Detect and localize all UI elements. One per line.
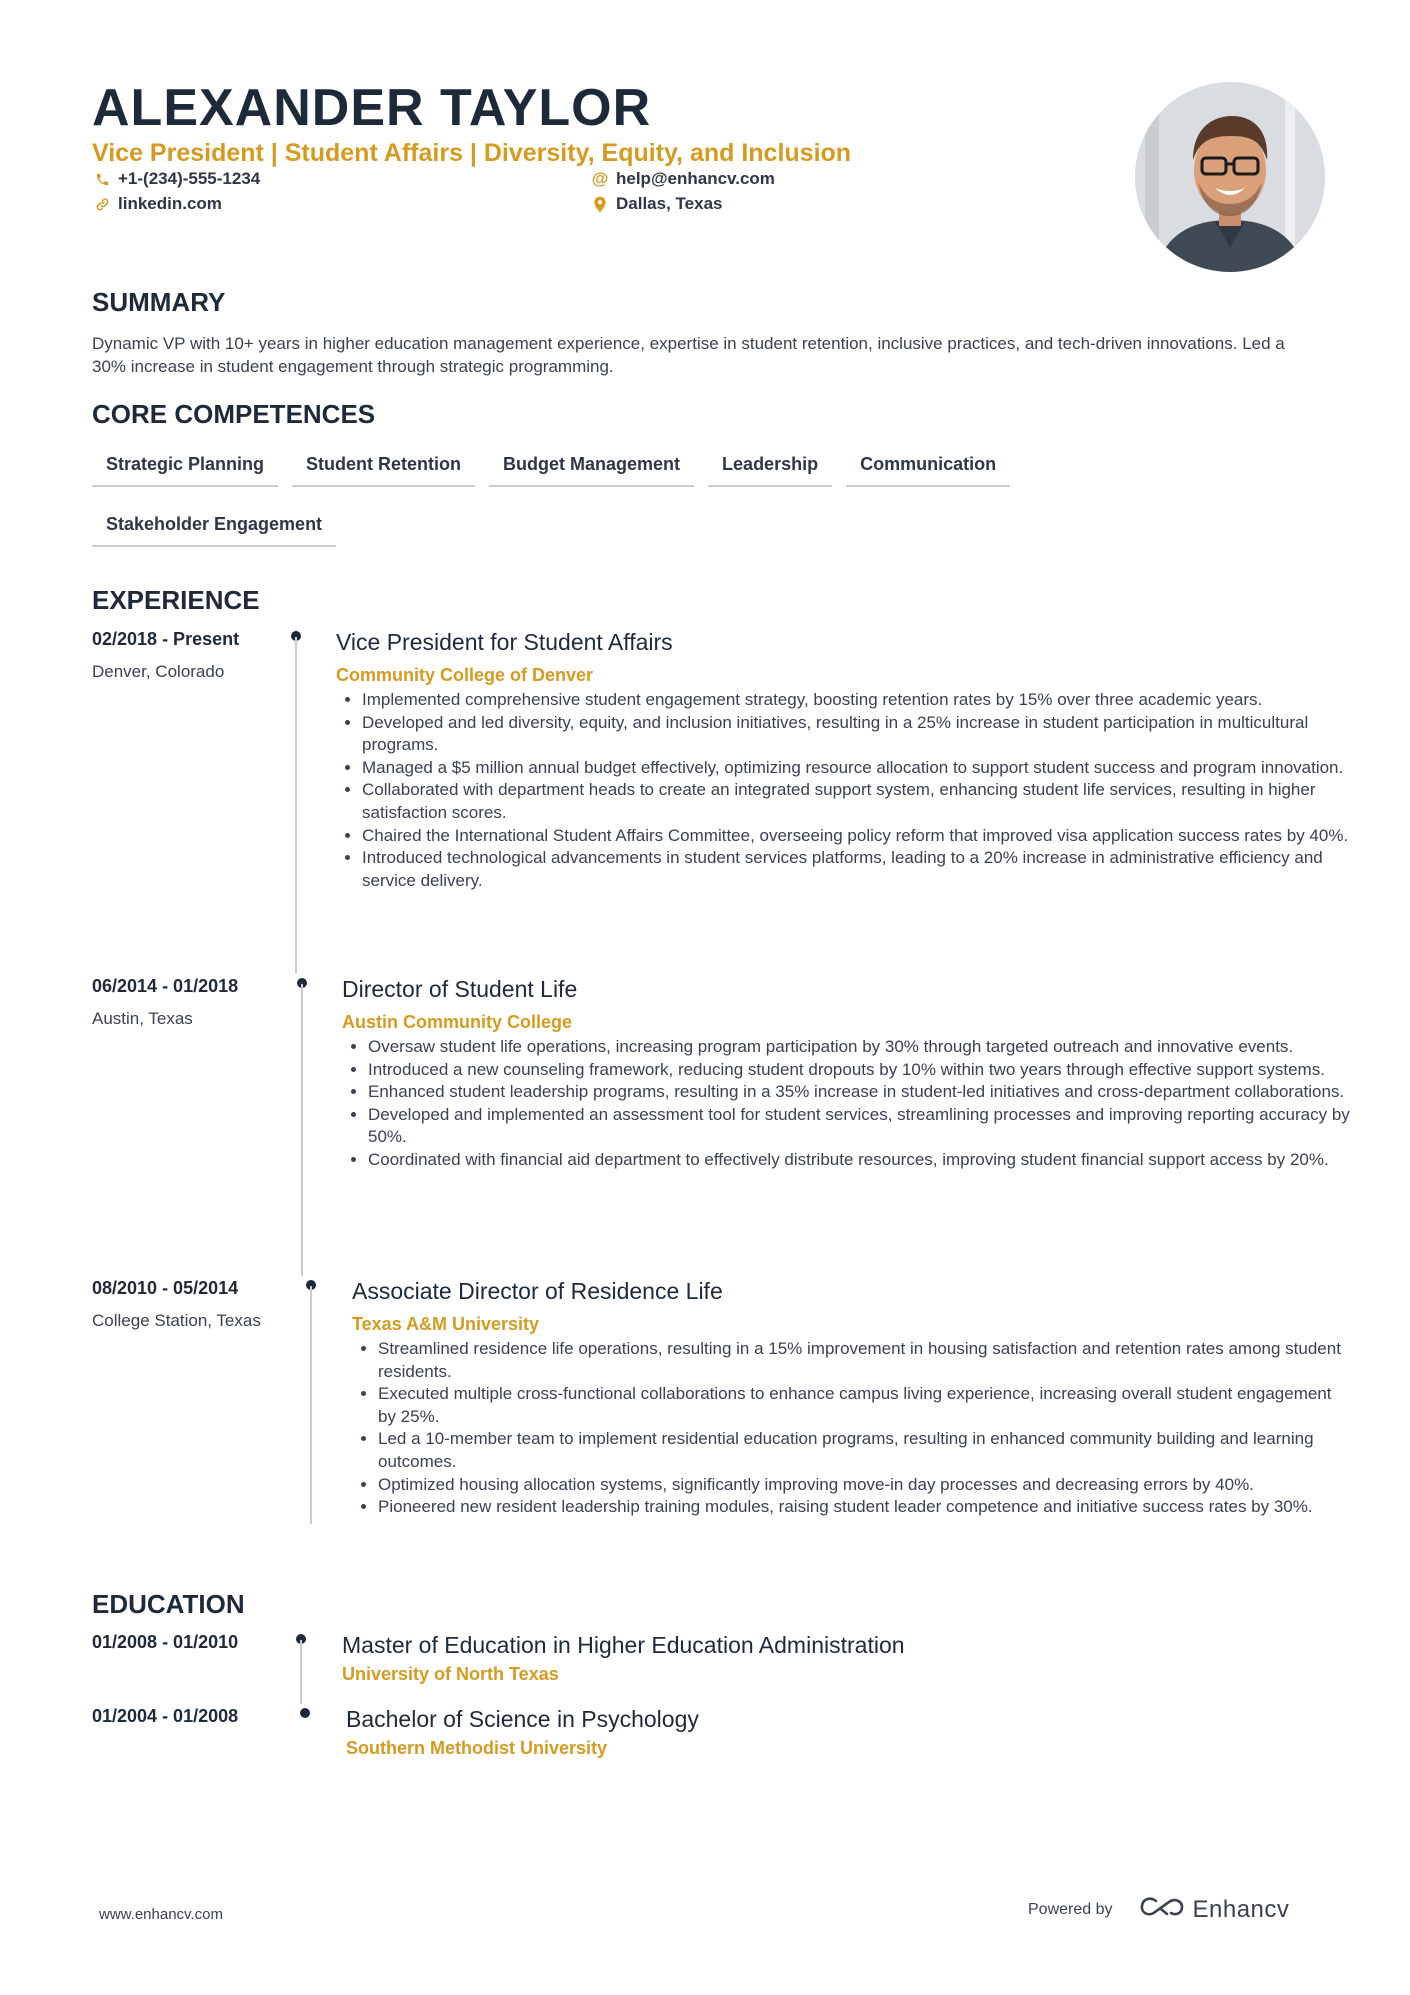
school-name: University of North Texas	[342, 1664, 559, 1684]
timeline-dot	[300, 1708, 310, 1718]
timeline-line	[301, 984, 303, 1276]
bullet: • Implemented comprehensive student engagement strategy, boosting retention rates by 15% over three academic years.	[362, 689, 1352, 712]
bullet: • Streamlined residence life operations, resulting in a 15% improvement in housing satisfaction and retention rates among student residents.	[378, 1338, 1352, 1383]
location-text: Dallas, Texas	[616, 194, 723, 213]
experience-location: Austin, Texas	[92, 1009, 193, 1028]
timeline-line	[295, 637, 297, 973]
job-title: Director of Student Life	[342, 976, 578, 1002]
competences-heading: CORE COMPETENCES	[92, 399, 376, 429]
bullet: • Chaired the International Student Affairs Committee, overseeing policy reform that improved visa application success rates by 40%.	[362, 825, 1352, 848]
bullet: • Coordinated with financial aid department to effectively distribute resources, improving student financial support access by 20%.	[368, 1149, 1352, 1172]
competence-tag: Budget Management	[489, 447, 694, 487]
brand-name: Enhancv	[1192, 1895, 1290, 1923]
timeline-line	[300, 1640, 302, 1704]
link-icon	[92, 197, 112, 212]
bullet: • Developed and implemented an assessment tool for student services, streamlining processes and improving reporting accuracy by 50%.	[368, 1104, 1352, 1149]
bullet: • Led a 10-member team to implement residential education programs, resulting in enhanced community building and learning outcomes.	[378, 1428, 1352, 1473]
competence-tag: Stakeholder Engagement	[92, 507, 336, 547]
at-icon: @	[591, 169, 609, 188]
bullet: • Oversaw student life operations, increasing program participation by 30% through targeted outreach and innovative events.	[368, 1036, 1352, 1059]
bullet: • Managed a $5 million annual budget effectively, optimizing resource allocation to support student success and program innovation.	[362, 757, 1352, 780]
footer-brand	[1028, 1895, 1289, 1924]
experience-date: 06/2014 - 01/2018	[92, 976, 239, 996]
bullet: • Introduced a new counseling framework, reducing student dropouts by 10% within two years through effective support systems.	[368, 1059, 1352, 1082]
experience-bullets	[352, 1338, 1352, 1519]
contact-location	[590, 192, 722, 216]
bullet: • Enhanced student leadership programs, resulting in a 35% increase in student-led initiatives and cross-department collaborations.	[368, 1081, 1352, 1104]
degree-title: Master of Education in Higher Education Administration	[342, 1632, 905, 1658]
contact-email	[590, 167, 775, 191]
competence-tags	[92, 447, 1142, 547]
experience-date: 08/2010 - 05/2014	[92, 1278, 239, 1298]
organization: Texas A&M University	[352, 1314, 540, 1334]
bullet: • Collaborated with department heads to create an integrated support system, enhancing student life services, resulting in higher satisfaction scores.	[362, 779, 1352, 824]
organization: Community College of Denver	[336, 665, 594, 685]
summary-text: Dynamic VP with 10+ years in higher education management experience, expertise in student retention, inclusive practices, and tech-driven innovations. Led a 30% increase in student engagement through strategic programming.	[92, 334, 1285, 376]
phone-icon	[92, 172, 112, 187]
powered-by-text: Powered by	[1028, 1900, 1113, 1918]
candidate-name: ALEXANDER TAYLOR	[92, 79, 652, 137]
organization: Austin Community College	[342, 1012, 573, 1032]
education-heading: EDUCATION	[92, 1589, 245, 1619]
experience-bullets	[342, 1036, 1352, 1172]
experience-heading: EXPERIENCE	[92, 585, 260, 615]
bullet: • Introduced technological advancements in student services platforms, leading to a 20% increase in administrative efficiency and service delivery.	[362, 847, 1352, 892]
experience-location: Denver, Colorado	[92, 662, 225, 681]
job-title: Associate Director of Residence Life	[352, 1278, 723, 1304]
email-text[interactable]: help@enhancv.com	[616, 169, 775, 188]
job-title: Vice President for Student Affairs	[336, 629, 673, 655]
experience-bullets	[336, 689, 1352, 892]
linkedin-text[interactable]: linkedin.com	[118, 194, 222, 213]
phone-text[interactable]: +1-(234)-555-1234	[118, 169, 261, 188]
education-date: 01/2008 - 01/2010	[92, 1632, 239, 1652]
contact-phone	[92, 167, 260, 191]
degree-title: Bachelor of Science in Psychology	[346, 1706, 699, 1732]
competence-tag: Communication	[846, 447, 1010, 487]
bullet: • Optimized housing allocation systems, significantly improving move-in day processes and decreasing errors by 40%.	[378, 1474, 1352, 1497]
headline: Vice President | Student Affairs | Diversity, Equity, and Inclusion	[92, 139, 852, 167]
experience-date: 02/2018 - Present	[92, 629, 240, 649]
competence-tag: Strategic Planning	[92, 447, 278, 487]
education-date: 01/2004 - 01/2008	[92, 1706, 239, 1726]
competence-tag: Student Retention	[292, 447, 475, 487]
enhancv-logo-icon	[1139, 1895, 1185, 1924]
bullet: • Pioneered new resident leadership training modules, raising student leader competence and initiative success rates by 30%.	[378, 1496, 1352, 1519]
bullet: • Executed multiple cross-functional collaborations to enhance campus living experience, increasing overall student engagement by 25%.	[378, 1383, 1352, 1428]
bullet: • Developed and led diversity, equity, and inclusion initiatives, resulting in a 25% increase in student participation in multicultural programs.	[362, 712, 1352, 757]
school-name: Southern Methodist University	[346, 1738, 608, 1758]
summary-heading: SUMMARY	[92, 287, 226, 317]
map-pin-icon	[590, 196, 610, 213]
experience-location: College Station, Texas	[92, 1311, 261, 1330]
competence-tag: Leadership	[708, 447, 832, 487]
timeline-line	[310, 1286, 312, 1524]
profile-photo	[1135, 82, 1325, 272]
footer-website[interactable]: www.enhancv.com	[99, 1906, 223, 1923]
contact-linkedin	[92, 192, 222, 216]
